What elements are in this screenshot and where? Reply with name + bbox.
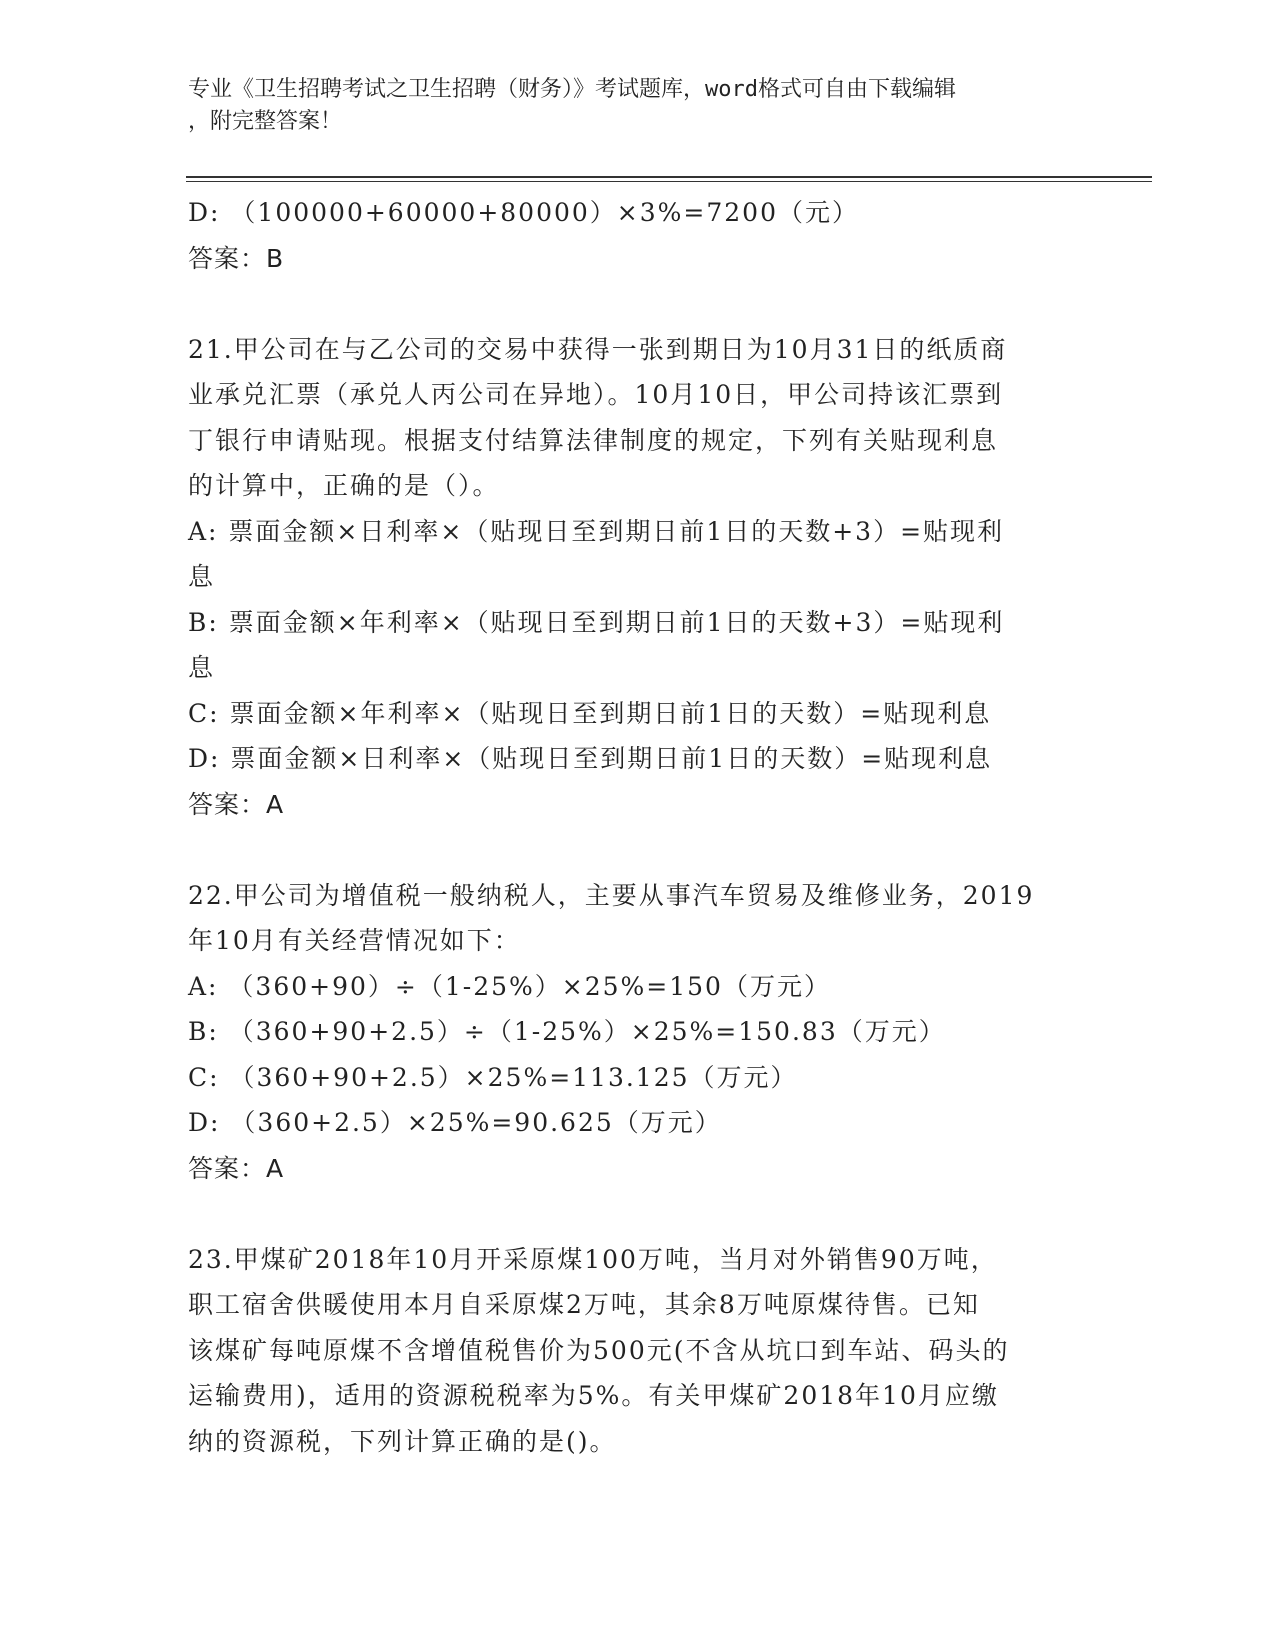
option-b: B: （360+90+2.5）÷（1-25%）×25%=150.83（万元） [188, 1017, 946, 1046]
document-header [188, 74, 1068, 138]
header-divider-thick [186, 176, 1152, 178]
question-stem-line: 运输费用)，适用的资源税税率为5%。有关甲煤矿2018年10月应缴 [188, 1381, 999, 1410]
question-stem-line: 21.甲公司在与乙公司的交易中获得一张到期日为10月31日的纸质商 [188, 334, 1008, 364]
question-stem-line: 该煤矿每吨原煤不含增值税售价为500元(不含从坑口到车站、码头的 [188, 1335, 1010, 1365]
option-b: B: 票面金额×年利率×（贴现日至到期日前1日的天数+3）=贴现利 [188, 607, 1005, 637]
question-stem-line: 业承兑汇票（承兑人丙公司在异地）。10月10日，甲公司持该汇票到 [188, 380, 1004, 409]
option-c: C: 票面金额×年利率×（贴现日至到期日前1日的天数）=贴现利息 [188, 698, 992, 728]
question-stem-line: 23.甲煤矿2018年10月开采原煤100万吨，当月对外销售90万吨， [188, 1244, 998, 1274]
option-a: A: （360+90）÷（1-25%）×25%=150（万元） [188, 971, 831, 1001]
option-c: C: （360+90+2.5）×25%=113.125（万元） [188, 1062, 798, 1092]
question-21 [188, 327, 1088, 828]
option-d: D: 票面金额×日利率×（贴现日至到期日前1日的天数）=贴现利息 [188, 744, 993, 773]
document-body [188, 190, 1088, 1464]
previous-question-tail [188, 190, 1088, 281]
question-23 [188, 1237, 1088, 1465]
question-stem-line: 职工宿舍供暖使用本月自采原煤2万吨，其余8万吨原煤待售。已知 [188, 1290, 980, 1319]
header-line-1: 专业《卫生招聘考试之卫生招聘（财务）》考试题库，word格式可自由下载编辑 [188, 77, 956, 102]
header-line-2: ，附完整答案！ [188, 109, 343, 134]
option-d: D: （100000+60000+80000）×3%=7200（元） [188, 198, 859, 227]
answer-line: 答案：A [188, 1153, 285, 1183]
question-stem-line: 22.甲公司为增值税一般纳税人，主要从事汽车贸易及维修业务，2019 [188, 880, 1035, 910]
question-stem-line: 纳的资源税，下列计算正确的是()。 [188, 1426, 617, 1456]
question-22 [188, 873, 1088, 1192]
option-a: A: 票面金额×日利率×（贴现日至到期日前1日的天数+3）=贴现利 [188, 516, 1005, 546]
answer-line: 答案：A [188, 789, 285, 819]
question-stem-line: 丁银行申请贴现。根据支付结算法律制度的规定，下列有关贴现利息 [188, 425, 999, 455]
spacer [188, 827, 1088, 873]
header-divider-thin [186, 181, 1152, 182]
option-b-continued: 息 [188, 653, 216, 682]
spacer [188, 281, 1088, 327]
question-stem-line: 年10月有关经营情况如下： [188, 926, 521, 955]
spacer [188, 1191, 1088, 1237]
question-stem-line: 的计算中，正确的是（）。 [188, 471, 500, 500]
answer-line: 答案：B [188, 243, 285, 273]
option-a-continued: 息 [188, 562, 216, 591]
option-d: D: （360+2.5）×25%=90.625（万元） [188, 1108, 722, 1137]
